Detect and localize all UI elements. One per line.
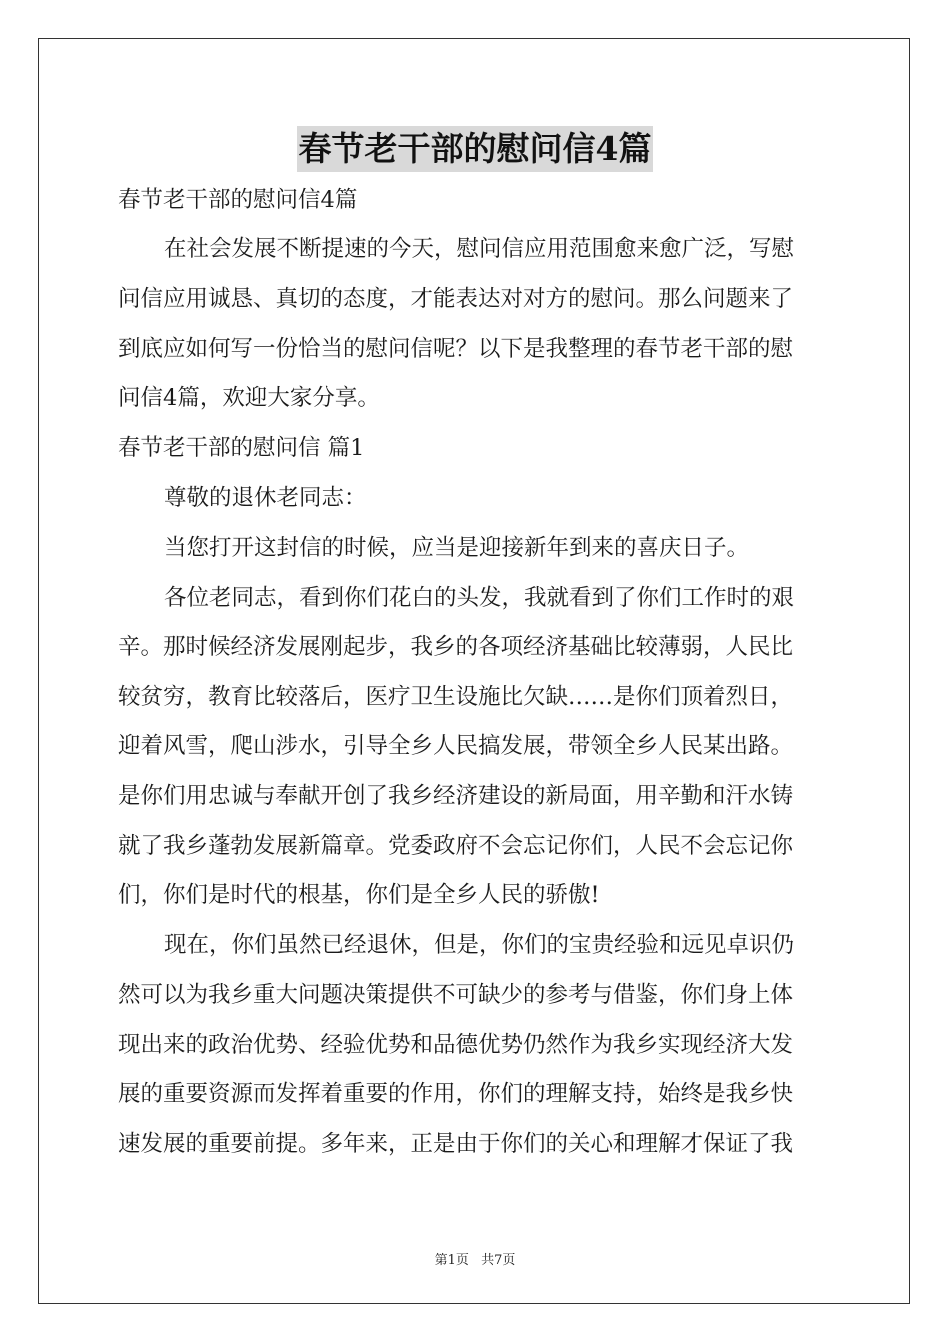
text-line: 现出来的政治优势、经验优势和品德优势仍然作为我乡实现经济大发 xyxy=(118,1032,794,1058)
title-container xyxy=(0,126,950,172)
text-line: 速发展的重要前提。多年来，正是由于你们的关心和理解才保证了我 xyxy=(118,1131,794,1157)
text-line: 们，你们是时代的根基，你们是全乡人民的骄傲! xyxy=(118,882,600,908)
text-line: 问信4篇，欢迎大家分享。 xyxy=(118,385,380,411)
section-heading: 春节老干部的慰问信 篇1 xyxy=(118,435,365,461)
text-line: 展的重要资源而发挥着重要的作用，你们的理解支持，始终是我乡快 xyxy=(118,1081,794,1107)
text-line: 辛。那时候经济发展刚起步，我乡的各项经济基础比较薄弱，人民比 xyxy=(118,634,794,660)
text-line: 就了我乡蓬勃发展新篇章。党委政府不会忘记你们，人民不会忘记你 xyxy=(118,833,794,859)
page-footer xyxy=(0,1249,950,1268)
text-line: 现在，你们虽然已经退休，但是，你们的宝贵经验和远见卓识仍 xyxy=(164,932,795,958)
text-line: 是你们用忠诚与奉献开创了我乡经济建设的新局面，用辛勤和汗水铸 xyxy=(118,783,794,809)
text-line: 较贫穷，教育比较落后，医疗卫生设施比欠缺……是你们顶着烈日， xyxy=(118,684,794,710)
text-line: 问信应用诚恳、真切的态度，才能表达对对方的慰问。那么问题来了 xyxy=(118,286,794,312)
document-title: 春节老干部的慰问信4篇 xyxy=(297,126,654,172)
text-line: 各位老同志，看到你们花白的头发，我就看到了你们工作时的艰 xyxy=(164,585,795,611)
text-line: 在社会发展不断提速的今天，慰问信应用范围愈来愈广泛，写慰 xyxy=(164,236,795,262)
subtitle-line: 春节老干部的慰问信4篇 xyxy=(118,187,358,213)
text-line: 然可以为我乡重大问题决策提供不可缺少的参考与借鉴，你们身上体 xyxy=(118,982,794,1008)
page-total: 共7页 xyxy=(481,1253,516,1268)
text-line: 迎着风雪，爬山涉水，引导全乡人民搞发展，带领全乡人民某出路。 xyxy=(118,733,794,759)
page-number: 第1页 xyxy=(434,1253,469,1268)
page-border xyxy=(38,38,910,1304)
text-line: 当您打开这封信的时候，应当是迎接新年到来的喜庆日子。 xyxy=(164,535,750,561)
salutation-line: 尊敬的退休老同志： xyxy=(164,485,367,511)
text-line: 到底应如何写一份恰当的慰问信呢？以下是我整理的春节老干部的慰 xyxy=(118,336,794,362)
